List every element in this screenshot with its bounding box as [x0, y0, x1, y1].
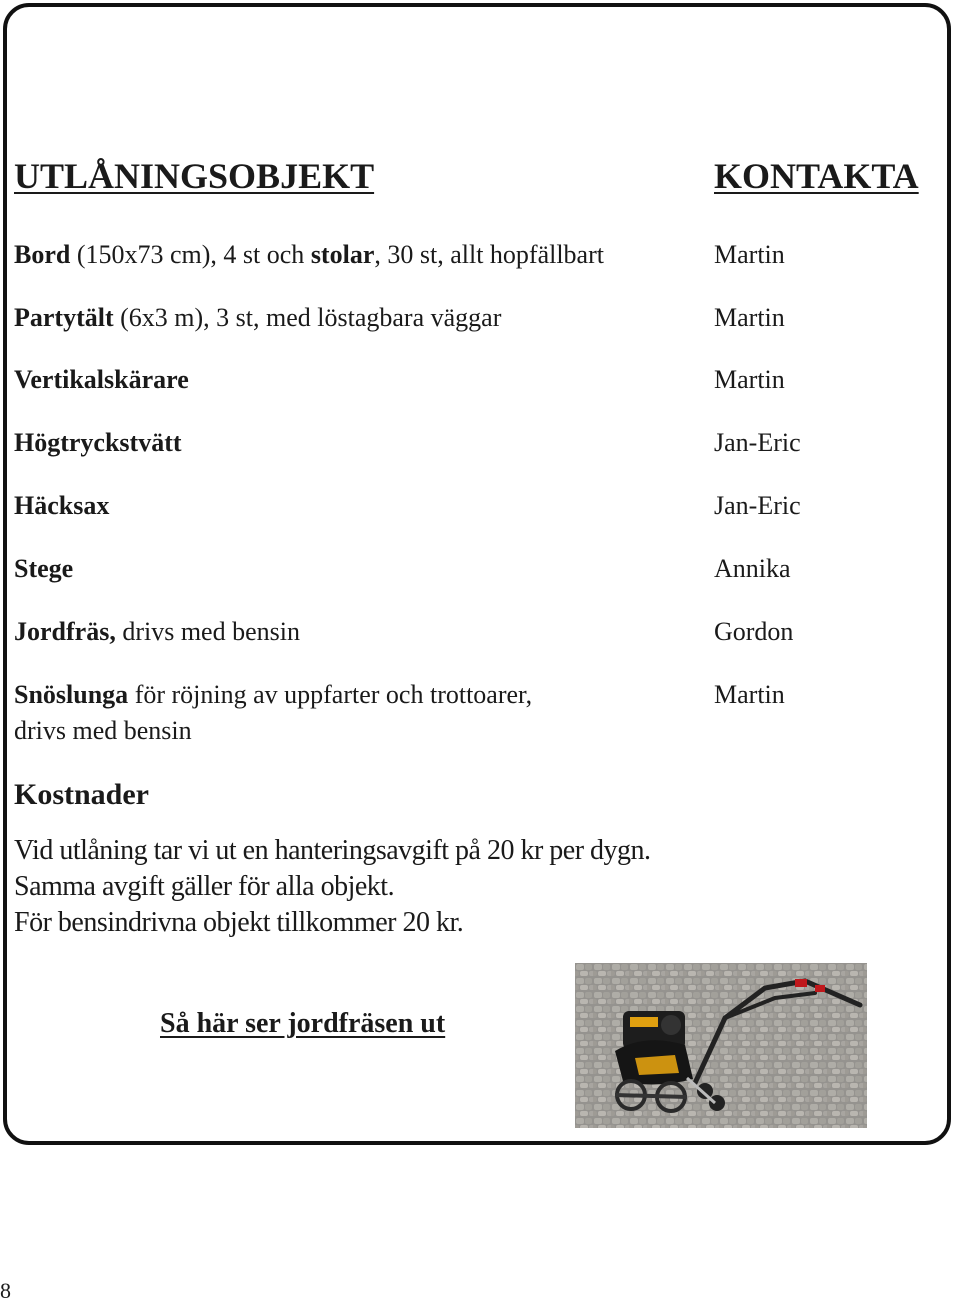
cost-line: För bensindrivna objekt tillkommer 20 kr. — [14, 907, 464, 938]
contact-snoslunga: Martin — [714, 680, 785, 709]
item-row-hacksax — [14, 488, 654, 524]
item-name: Högtryckstvätt — [14, 428, 182, 457]
contact-stege: Annika — [714, 554, 791, 583]
item-name: Jordfräs, — [14, 617, 116, 646]
item-row-stege — [14, 551, 654, 587]
item-name: Partytält — [14, 303, 114, 332]
contact-partytalt: Martin — [714, 303, 785, 332]
item-name-secondary: stolar — [310, 240, 375, 269]
item-row-hogtryckstvatt — [14, 425, 654, 461]
page-number: 8 — [0, 1278, 11, 1303]
item-name: Snöslunga — [14, 680, 129, 709]
contact-jordfras: Gordon — [714, 617, 794, 646]
item-desc: (150x73 cm), 4 st och — [70, 240, 311, 269]
item-name: Vertikalskärare — [14, 365, 189, 394]
item-desc-line2: drivs med bensin — [14, 716, 192, 745]
photo-caption: Så här ser jordfräsen ut — [160, 1008, 446, 1039]
item-name: Häcksax — [14, 491, 110, 520]
objects-header: UTLÅNINGSOBJEKT — [14, 156, 375, 196]
costs-title: Kostnader — [14, 778, 149, 811]
contact-header: KONTAKTA — [714, 156, 919, 196]
item-row-partytalt — [14, 300, 654, 336]
contact-vertikalskarare: Martin — [714, 365, 785, 394]
item-desc: (6x3 m), 3 st, med löstagbara väggar — [113, 303, 502, 332]
item-row-vertikalskarare — [14, 362, 654, 398]
contact-hogtryckstvatt: Jan-Eric — [714, 428, 801, 457]
item-name: Stege — [14, 554, 74, 583]
item-row-snoslunga — [14, 677, 654, 749]
cost-line: Vid utlåning tar vi ut en hanteringsavgift på 20 kr per dygn. — [14, 835, 651, 866]
costs-text — [14, 833, 651, 941]
item-name: Bord — [14, 240, 71, 269]
tiller-photo — [575, 963, 867, 1128]
item-desc: drivs med bensin — [115, 617, 300, 646]
item-row-jordfras — [14, 614, 654, 650]
item-row-bord — [14, 237, 654, 273]
item-desc: för röjning av uppfarter och trottoarer, — [128, 680, 533, 709]
contact-hacksax: Jan-Eric — [714, 491, 801, 520]
contact-bord: Martin — [714, 240, 785, 269]
item-desc-secondary: , 30 st, allt hopfällbart — [374, 240, 604, 269]
cost-line: Samma avgift gäller för alla objekt. — [14, 871, 395, 902]
